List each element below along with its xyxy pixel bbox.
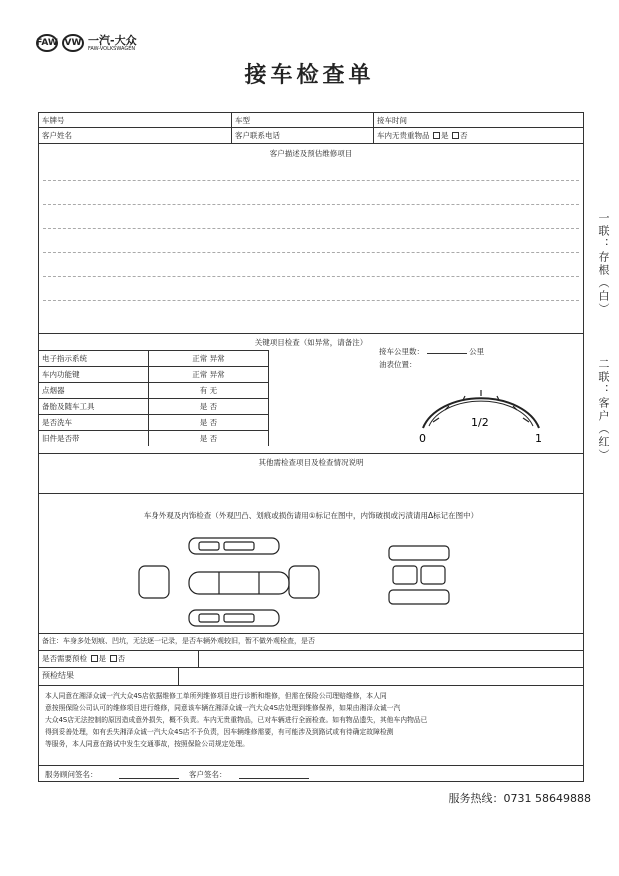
page-title: 接车检查单	[244, 62, 375, 88]
key-item-label: 是否洗车	[39, 415, 149, 430]
valuables-yes-checkbox[interactable]	[433, 132, 440, 139]
customer-phone-field[interactable]: 客户联系电话	[232, 128, 374, 143]
valuables-no-checkbox[interactable]	[452, 132, 459, 139]
fuel-gauge[interactable]	[411, 380, 551, 444]
key-items-list	[39, 350, 269, 446]
brand-name: 一汽-大众	[88, 33, 137, 47]
time-field[interactable]: 接车时间	[377, 116, 407, 125]
odometer-label: 接车公里数：	[379, 347, 424, 356]
row-plate	[39, 113, 583, 128]
precheck-field[interactable]: 是否需要预检 是 否	[39, 651, 199, 667]
key-item-row[interactable]	[39, 366, 269, 382]
service-hotline: 服务热线：0731 58649888	[448, 792, 591, 805]
key-item-row[interactable]	[39, 382, 269, 398]
key-item-row[interactable]	[39, 430, 269, 446]
notice-line: 得到妥善处理，如有丢失湘泽众诚一汽大众4S店不予负责，因车辆维修需要，有可能涉及到路试或有待确定故障检测	[45, 728, 394, 736]
model-field[interactable]: 车型	[232, 113, 374, 127]
odometer-block	[379, 346, 484, 370]
svg-text:1/2: 1/2	[471, 416, 489, 429]
valuables-field[interactable]: 车内无贵重物品 是 否	[377, 131, 468, 140]
key-item-row[interactable]	[39, 350, 269, 366]
key-item-row[interactable]	[39, 414, 269, 430]
complaint-section	[39, 144, 583, 334]
customer-signature-label: 客户签名：	[189, 770, 227, 779]
key-item-label: 车内功能键	[39, 367, 149, 382]
side-label-copy1: 一联：存根（白）	[597, 212, 610, 316]
interior-diagram[interactable]	[379, 540, 469, 610]
key-item-options[interactable]: 是 否	[149, 431, 269, 446]
precheck-no-checkbox[interactable]	[110, 655, 117, 662]
key-item-options[interactable]: 有 无	[149, 383, 269, 398]
notice-line: 本人同意在湘泽众诚一汽大众4S店依据维修工单所列维修项目进行诊断和维修，但需在保险公司理赔维修，本人同	[45, 692, 387, 700]
precheck-row	[39, 651, 583, 668]
signature-row	[39, 766, 583, 783]
plate-field[interactable]: 车牌号	[39, 113, 232, 127]
inspection-form	[38, 112, 584, 782]
svg-text:1: 1	[535, 432, 542, 444]
key-item-options[interactable]: 正常 异常	[149, 367, 269, 382]
odometer-unit: 公里	[469, 347, 485, 356]
key-item-label: 旧件是否带	[39, 431, 149, 446]
svg-text:0: 0	[419, 432, 426, 444]
key-item-options[interactable]: 是 否	[149, 399, 269, 414]
precheck-yes-checkbox[interactable]	[91, 655, 98, 662]
complaint-title: 客户描述及预估维修项目	[269, 149, 353, 158]
result-row	[39, 668, 583, 686]
exterior-title: 车身外观及内饰检查（外观凹凸、划痕或损伤请用①标记在图中，内饰破损或污渍请用Δ标记在图中）	[143, 511, 479, 520]
remark-text: 备注：车身多处划痕、凹坑，无法逐一记录，是否车辆外观较旧，暂不做外观检查，是否	[42, 637, 315, 645]
vw-logo-icon: VW	[62, 34, 84, 52]
customer-name-field[interactable]: 客户姓名	[39, 128, 232, 143]
other-check-title: 其他需检查项目及检查情况说明	[258, 458, 364, 467]
brand-sub: FAW-VOLKSWAGEN	[88, 45, 136, 52]
odometer-input[interactable]	[427, 353, 467, 354]
customer-signature-field[interactable]	[239, 778, 309, 779]
notice-line: 意按照保险公司认可的维修项目进行维修，同意该车辆在湘泽众诚一汽大众4S店处理到维修保养，如果由湘泽众诚一汽	[45, 704, 401, 712]
notice-line: 大众4S店无法控制的原因造成意外损失，概不负责。车内无贵重物品，已对车辆进行全面检查。如有物品遗失，其他车内物品已	[45, 716, 428, 724]
other-check-section	[39, 454, 583, 494]
notice-text	[45, 690, 577, 750]
fuel-label: 油表位置：	[379, 360, 417, 369]
car-diagram[interactable]	[129, 534, 329, 630]
key-item-options[interactable]: 是 否	[149, 415, 269, 430]
notice-section	[39, 686, 583, 766]
brand-logo	[36, 34, 137, 52]
key-items-title: 关键项目检查（如异常，请备注）	[254, 338, 368, 347]
advisor-signature-field[interactable]	[119, 778, 179, 779]
key-items-section	[39, 334, 583, 454]
key-item-options[interactable]: 正常 异常	[149, 351, 269, 366]
advisor-signature-label: 服务顾问签名：	[45, 770, 98, 779]
faw-logo-icon: FAW	[36, 34, 58, 52]
side-label-copy2: 二联：客户（红）	[597, 358, 610, 462]
row-customer	[39, 128, 583, 144]
key-item-label: 备胎及随车工具	[39, 399, 149, 414]
remark-row	[39, 634, 583, 651]
precheck-result-label: 预检结果	[39, 668, 179, 685]
key-item-label: 电子指示系统	[39, 351, 149, 366]
key-item-label: 点烟器	[39, 383, 149, 398]
notice-line: 等服务，本人同意在路试中发生交通事故，按照保险公司规定处理。	[45, 740, 249, 748]
key-item-row[interactable]	[39, 398, 269, 414]
exterior-section	[39, 494, 583, 634]
